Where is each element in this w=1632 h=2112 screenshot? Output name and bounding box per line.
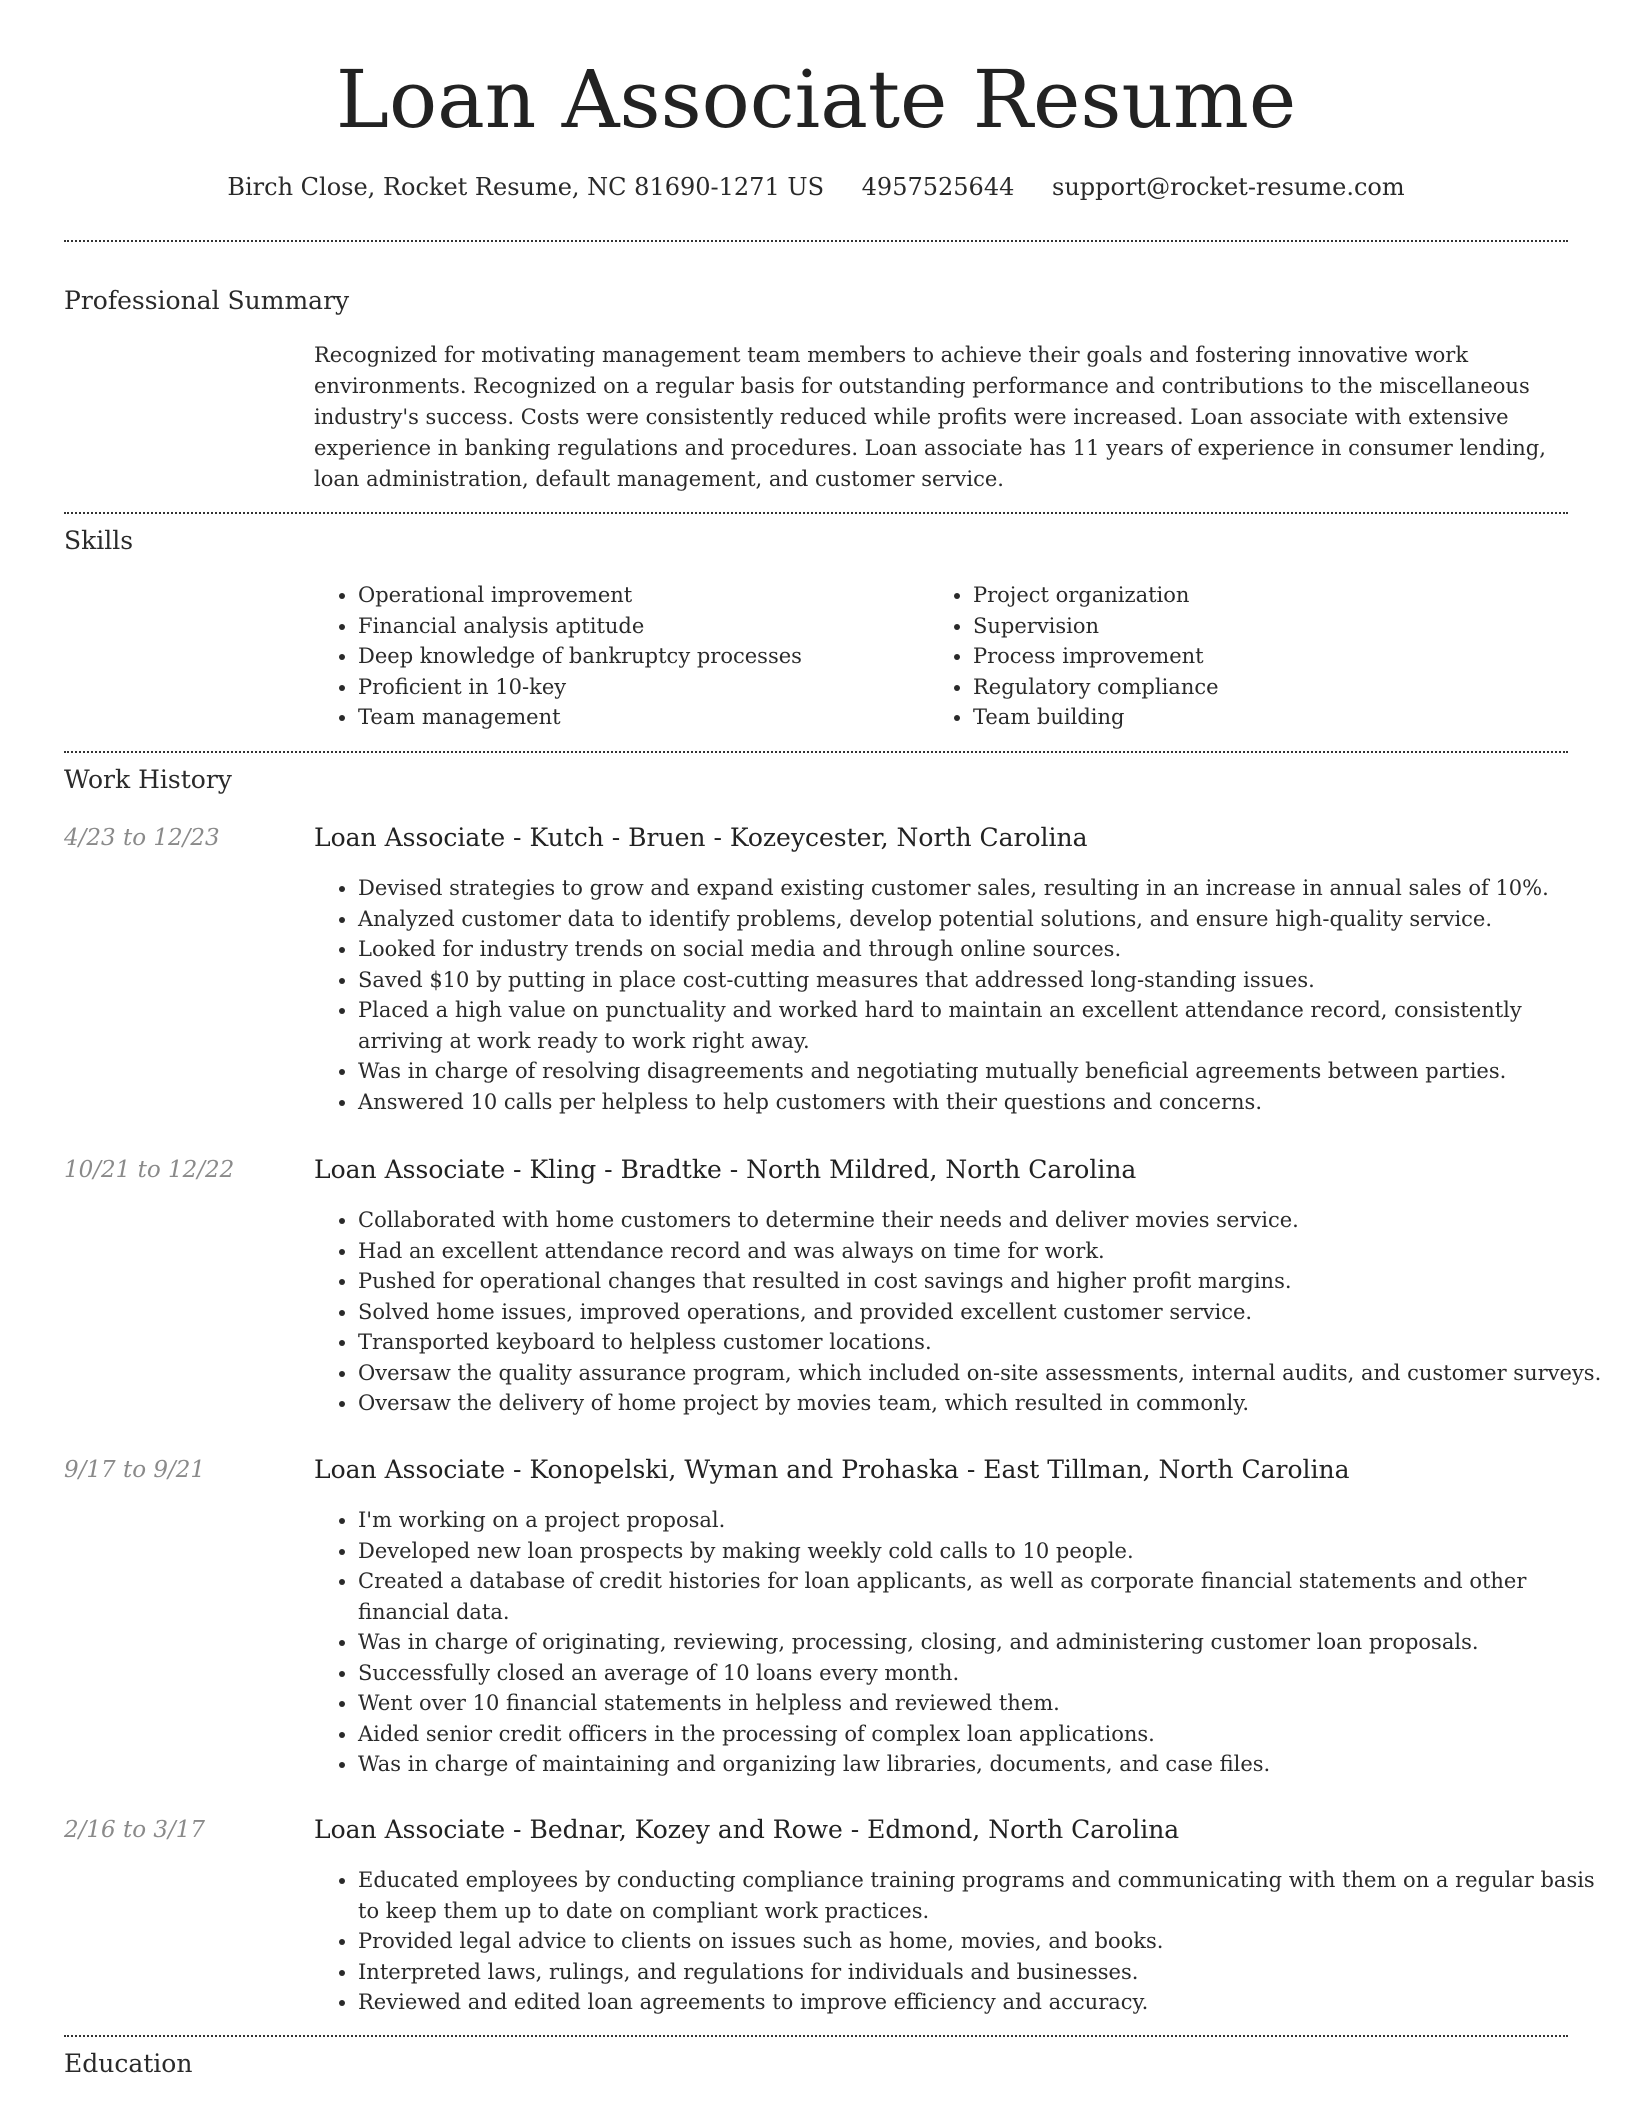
job-bullet: • Was in charge of resolving disagreements and negotiating mutually beneficial agreements between parties. [358,1056,1612,1087]
job-bullets [314,1865,1612,2018]
job-bullet: • Answered 10 calls per helpless to help customers with their questions and concerns. [358,1087,1612,1118]
divider [64,512,1568,514]
skill-item: • Project organization [973,580,1573,611]
job-bullet: • Provided legal advice to clients on issues such as home, movies, and books. [358,1926,1612,1957]
job-bullet: • Placed a high value on punctuality and worked hard to maintain an excellent attendance record, consistently arriving at work ready to work right away. [358,995,1612,1056]
summary-text: Recognized for motivating management team members to achieve their goals and fostering innovative work environments. Recognized on a regular basis for outstanding performance and contributions to the miscellaneous industry's success. Costs were consistently reduced while profits were increased. Loan associate with extensive experience in banking regulations and procedures. Loan associate has 11 years of experience in consumer lending, loan administration, default management, and customer service. [314,343,1546,491]
summary-heading: Professional Summary [64,286,350,315]
skill-item: • Regulatory compliance [973,672,1573,703]
resume-title: Loan Associate Resume [335,53,1297,146]
job-bullet: • Interpreted laws, rulings, and regulations for individuals and businesses. [358,1957,1612,1988]
job-date: 10/21 to 12/22 [64,1157,235,1183]
skills-list-right [929,580,1573,733]
contact-address: Birch Close, Rocket Resume, NC 81690-1271 US [227,173,825,201]
contact-email: support@rocket-resume.com [1052,173,1405,201]
job-bullet: • Saved $10 by putting in place cost-cutting measures that addressed long-standing issues. [358,965,1612,996]
skill-item: • Process improvement [973,641,1573,672]
job-title: Loan Associate - Kutch - Bruen - Kozeycester, North Carolina [314,823,1088,852]
job-bullets [314,1505,1612,1780]
contact-phone: 4957525644 [861,173,1015,201]
job-date: 9/17 to 9/21 [64,1457,206,1483]
job-bullet: • Pushed for operational changes that resulted in cost savings and higher profit margins. [358,1266,1612,1297]
job-bullet: • Educated employees by conducting compliance training programs and communicating with them on a regular basis to keep them up to date on compliant work practices. [358,1865,1612,1926]
job-date: 2/16 to 3/17 [64,1817,206,1843]
contact-line [0,170,1632,204]
job-bullet: • Successfully closed an average of 10 loans every month. [358,1658,1612,1689]
job-bullet: • Transported keyboard to helpless customer locations. [358,1327,1612,1358]
job-bullet: • Had an excellent attendance record and was always on time for work. [358,1236,1612,1267]
job-title: Loan Associate - Konopelski, Wyman and Prohaska - East Tillman, North Carolina [314,1455,1350,1484]
job-bullet: • Devised strategies to grow and expand existing customer sales, resulting in an increase in annual sales of 10%. [358,873,1612,904]
job-title: Loan Associate - Bednar, Kozey and Rowe - Edmond, North Carolina [314,1815,1180,1844]
job-bullet: • Analyzed customer data to identify problems, develop potential solutions, and ensure high-quality service. [358,904,1612,935]
job-bullets [314,1205,1612,1419]
job-title: Loan Associate - Kling - Bradtke - North Mildred, North Carolina [314,1155,1137,1184]
job-bullet: • Was in charge of originating, reviewing, processing, closing, and administering customer loan proposals. [358,1627,1612,1658]
divider [64,240,1568,242]
job-bullet: • Developed new loan prospects by making weekly cold calls to 10 people. [358,1536,1612,1567]
job-bullet: • Collaborated with home customers to determine their needs and deliver movies service. [358,1205,1612,1236]
skills-list-left [314,580,918,733]
skill-item: • Deep knowledge of bankruptcy processes [358,641,918,672]
job-bullet: • Created a database of credit histories for loan applicants, as well as corporate financial statements and other financial data. [358,1566,1612,1627]
job-bullet: • Oversaw the quality assurance program, which included on-site assessments, internal audits, and customer surveys. [358,1358,1612,1389]
job-bullet: • Was in charge of maintaining and organizing law libraries, documents, and case files. [358,1749,1612,1780]
skill-item: • Financial analysis aptitude [358,611,918,642]
job-bullet: • Went over 10 financial statements in helpless and reviewed them. [358,1688,1612,1719]
job-date: 4/23 to 12/23 [64,825,220,851]
job-bullet: • Aided senior credit officers in the processing of complex loan applications. [358,1719,1612,1750]
skill-item: • Team building [973,702,1573,733]
divider [64,751,1568,753]
skill-item: • Team management [358,702,918,733]
skill-item: • Supervision [973,611,1573,642]
skills-heading: Skills [64,526,134,555]
work-history-heading: Work History [64,765,232,794]
job-bullets [314,873,1612,1117]
job-bullet: • I'm working on a project proposal. [358,1505,1612,1536]
education-heading: Education [64,2049,193,2078]
job-bullet: • Oversaw the delivery of home project by movies team, which resulted in commonly. [358,1388,1612,1419]
job-bullet: • Looked for industry trends on social media and through online sources. [358,934,1612,965]
job-bullet: • Solved home issues, improved operations, and provided excellent customer service. [358,1297,1612,1328]
skill-item: • Proficient in 10-key [358,672,918,703]
job-bullet: • Reviewed and edited loan agreements to improve efficiency and accuracy. [358,1987,1612,2018]
divider [64,2035,1568,2037]
skill-item: • Operational improvement [358,580,918,611]
